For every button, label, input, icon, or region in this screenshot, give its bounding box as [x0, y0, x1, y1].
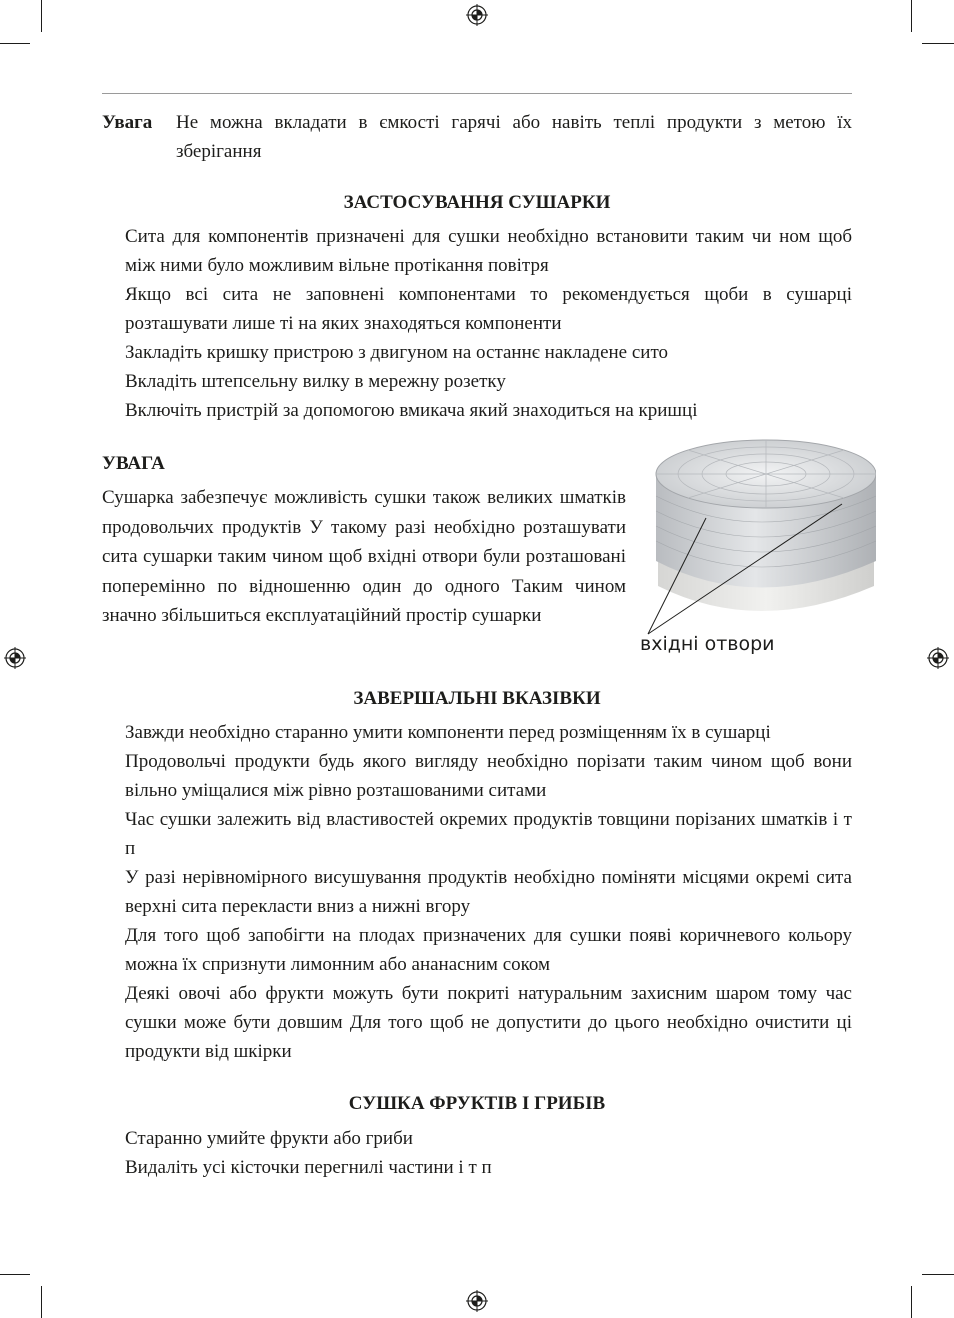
section-title-final: ЗАВЕРШАЛЬНІ ВКАЗІВКИ — [353, 688, 601, 709]
crop-mark — [911, 0, 912, 32]
paragraph: Старанно умийте фрукти або гриби — [125, 1128, 413, 1149]
crop-mark — [41, 0, 42, 32]
warning-block — [102, 108, 852, 166]
paragraph: Включіть пристрій за допомогою вмикача який знаходиться на кришці — [125, 400, 698, 421]
header-rule — [102, 93, 852, 94]
usage-instructions — [125, 222, 852, 425]
registration-mark-icon — [466, 1290, 488, 1312]
paragraph: Якщо всі сита не заповнені компонентами то рекомендується щоби в сушарці розташувати лише ті на яких знаходяться компоненти — [125, 284, 852, 334]
paragraph: Час сушки залежить від властивостей окремих продуктів товщини порізаних шматків і т п — [125, 809, 852, 859]
paragraph: Завжди необхідно старанно умити компоненти перед розміщенням їх в сушарці — [125, 722, 771, 743]
section-title-fruit: СУШКА ФРУКТІВ І ГРИБІВ — [348, 1093, 606, 1114]
paragraph: Закладіть кришку пристрою з двигуном на останнє накладене сито — [125, 342, 669, 363]
warning-label: Увага — [102, 112, 153, 133]
dehydrator-photo — [640, 436, 876, 636]
paragraph: Деякі овочі або фрукти можуть бути покриті натуральним захисним шаром тому час сушки може бути довшим Для того щоб не допустити до цього необхідно очистити ці продукти від шкірки — [125, 983, 852, 1062]
crop-mark — [911, 1286, 912, 1318]
crop-mark — [41, 1286, 42, 1318]
fruit-instructions — [125, 1124, 852, 1182]
paragraph: Вкладіть штепсельну вилку в мережну розетку — [125, 371, 506, 392]
paragraph: Видаліть усі кісточки перегнилі частини і т п — [125, 1157, 492, 1178]
note-text: Сушарка забезпечує можливість сушки також великих шматків продовольчих продуктів У такому разі необхідно розташувати сита сушарки таким чином щоб вхідні отвори були розташовані поперемінно по відношенню один до одного Таким чином значно збільшиться експлуатаційний простір сушарки — [102, 487, 626, 626]
warning-text: Не можна вкладати в ємкості гарячі або навіть теплі продукти з метою їх зберігання — [176, 112, 852, 162]
final-instructions — [125, 718, 852, 1066]
paragraph: Продовольчі продукти будь якого вигляду необхідно порізати таким чином щоб вони вільно уміщалися між рівно розташованими ситами — [125, 751, 852, 801]
crop-mark — [0, 1274, 30, 1275]
registration-mark-icon — [466, 4, 488, 26]
section-title-usage: ЗАСТОСУВАННЯ СУШАРКИ — [343, 192, 611, 213]
registration-mark-icon — [4, 647, 26, 669]
crop-mark — [922, 43, 954, 44]
crop-mark — [0, 43, 30, 44]
registration-mark-icon — [927, 647, 949, 669]
paragraph: Для того щоб запобігти на плодах призначених для сушки появі коричневого кольору можна їх спризнути лимонним або ананасним соком — [125, 925, 852, 975]
paragraph: Сита для компонентів призначені для сушки необхідно встановити таким чи ном щоб між ними було можливим вільне протікання повітря — [125, 226, 852, 276]
crop-mark — [922, 1274, 954, 1275]
note-title: УВАГА — [102, 453, 165, 474]
paragraph: У разі нерівномірного висушування продуктів необхідно поміняти місцями окремі сита верхні сита перекласти вниз а нижні вгору — [125, 867, 852, 917]
figure-caption: вхідні отвори — [640, 633, 775, 655]
